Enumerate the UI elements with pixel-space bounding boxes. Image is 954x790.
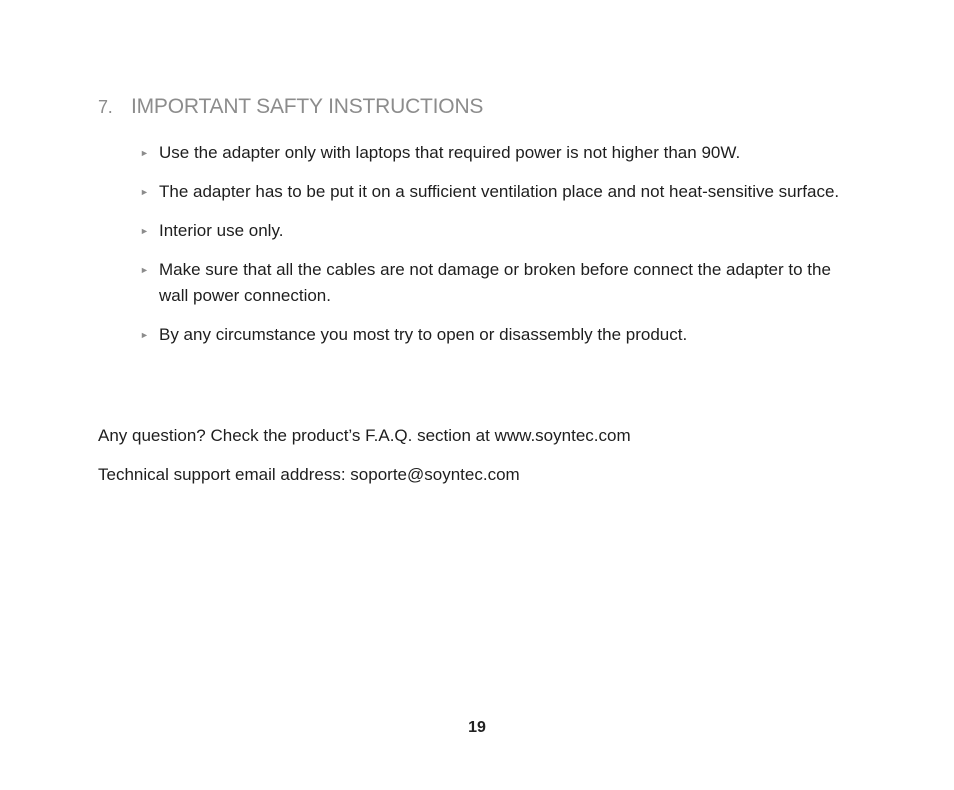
instruction-item [140,322,860,348]
instructions-list [140,140,860,361]
support-email-line: Technical support email address: soporte@soyntec.com [98,465,520,484]
instruction-item [140,257,860,309]
faq-line: Any question? Check the product’s F.A.Q. section at www.soyntec.com [98,426,631,445]
contact-info [98,423,858,501]
triangle-right-icon: ► [140,265,149,275]
section-number: 7. [98,97,113,117]
triangle-right-icon: ► [140,148,149,158]
instruction-text: Use the adapter only with laptops that required power is not higher than 90W. [159,143,741,162]
instruction-text: The adapter has to be put it on a sufficient ventilation place and not heat-sensitive surface. [159,182,840,201]
triangle-right-icon: ► [140,226,149,236]
instruction-item [140,179,860,205]
triangle-right-icon: ► [140,330,149,340]
instruction-text: Make sure that all the cables are not damage or broken before connect the adapter to the wall power connection. [159,260,831,305]
instruction-item [140,140,860,166]
instruction-text: By any circumstance you most try to open or disassembly the product. [159,325,688,344]
section-heading [98,95,483,119]
page-number: 19 [468,719,486,736]
instruction-text: Interior use only. [159,221,284,240]
instruction-item [140,218,860,244]
section-title: IMPORTANT SAFTY INSTRUCTIONS [131,95,484,118]
triangle-right-icon: ► [140,187,149,197]
